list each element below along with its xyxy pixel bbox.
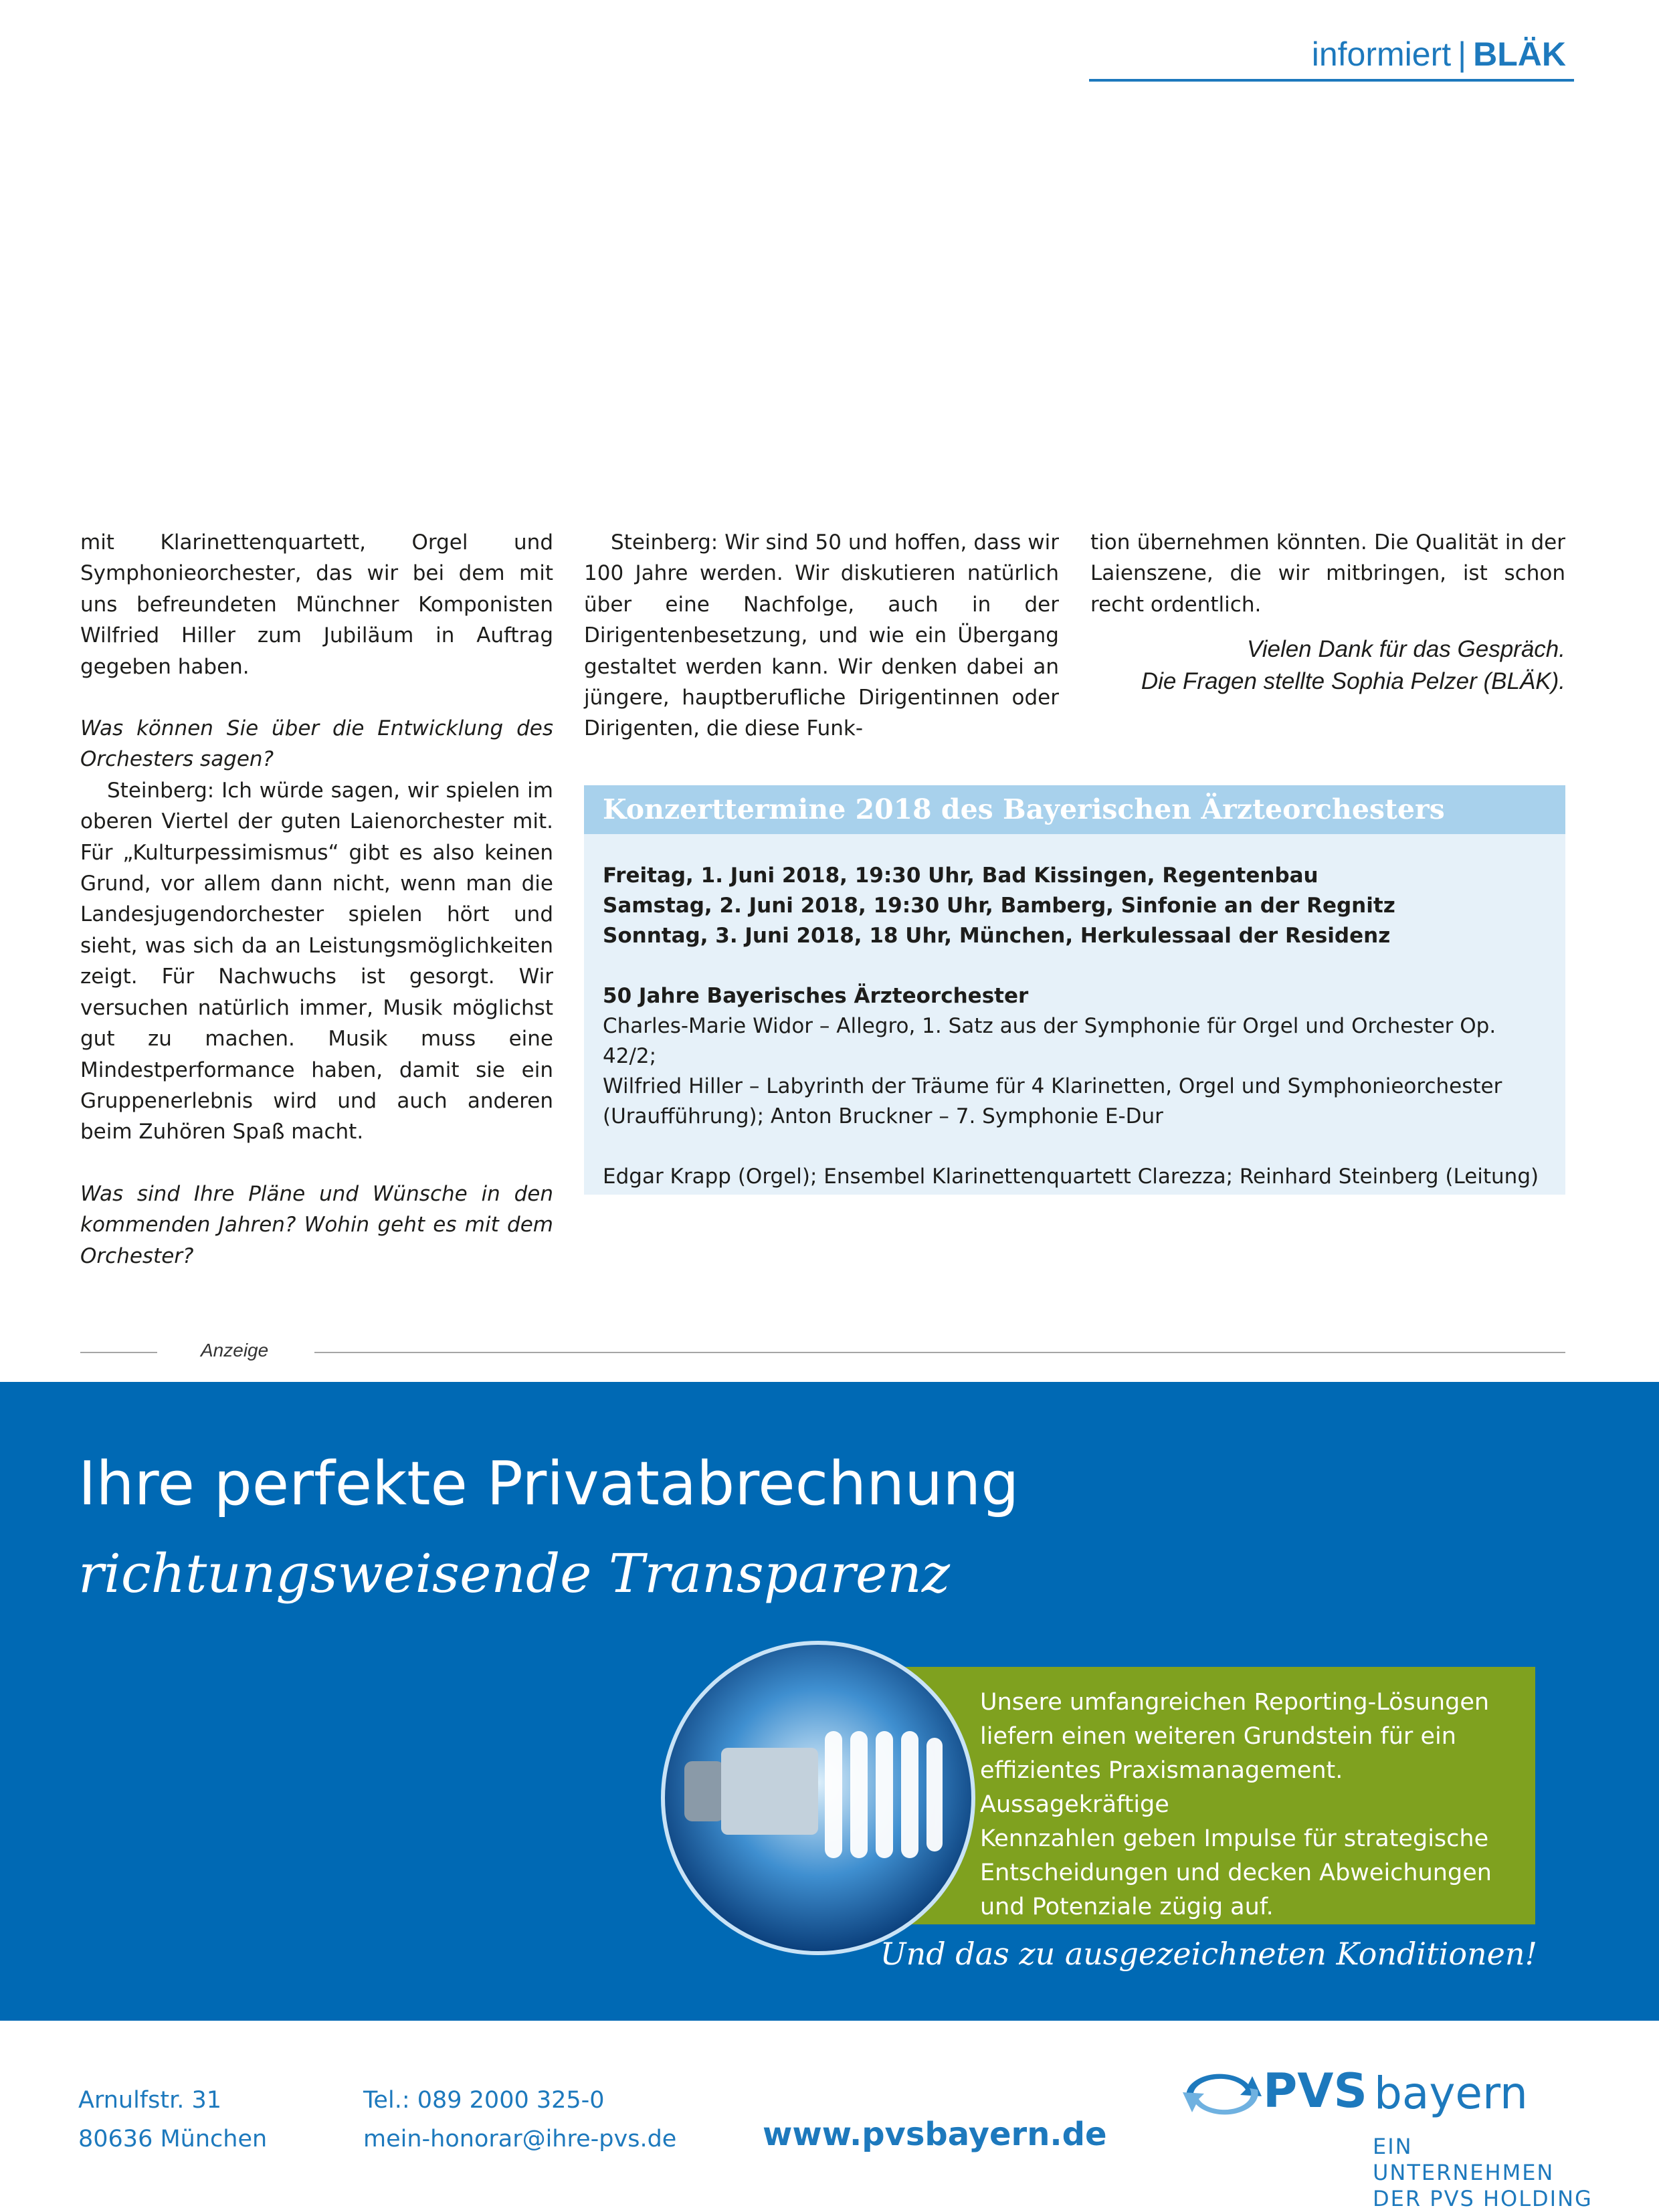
ad-footer <box>0 2021 1659 2212</box>
ad-body-line: Kennzahlen geben Impulse für strategische <box>980 1825 1489 1852</box>
ad-separator <box>80 1340 1565 1367</box>
header-rule <box>1089 79 1574 82</box>
article-column-1 <box>80 527 553 1272</box>
program-line: Charles-Marie Widor – Allegro, 1. Satz aus der Symphonie für Orgel und Orchester Op. 42/2; <box>603 1014 1496 1068</box>
section-label: informiert <box>1311 35 1452 73</box>
ad-label: Anzeige <box>201 1340 269 1361</box>
concert-box <box>584 785 1565 1195</box>
logo-subtitle-line: DER PVS HOLDING <box>1373 2186 1593 2211</box>
program-line: Wilfried Hiller – Labyrinth der Träume für 4 Klarinetten, Orgel und Symphonieorchester <box>603 1074 1502 1098</box>
pvs-arrows-icon <box>1179 2064 1266 2124</box>
performers-line: Edgar Krapp (Orgel); Ensembel Klarinettenquartett Clarezza; Reinhard Steinberg (Leitung) <box>603 1165 1539 1189</box>
interview-credits <box>1090 633 1565 698</box>
article-paragraph: Steinberg: Ich würde sagen, wir spielen im oberen Viertel der guten Laienorchester mit. Für „Kulturpessimismus“ gibt es also keinen Grund, vor allem dann nicht, wenn man die Landesjugendorchester spielen hört und sieht, was sich da an Leistungsmöglichkeiten zeigt. Für Nachwuchs ist gesorgt. Wir versuchen natürlich immer, Musik möglichst gut zu machen. Musik muss eine Mindestperformance haben, damit sie ein Gruppenerlebnis wird und auch anderen beim Zuhören Spaß macht. <box>80 778 553 1144</box>
city: 80636 München <box>78 2126 268 2152</box>
concert-date: Freitag, 1. Juni 2018, 19:30 Uhr, Bad Kissingen, Regentenbau <box>603 864 1319 888</box>
concert-title: Konzerttermine 2018 des Bayerischen Ärzteorchesters <box>603 793 1445 825</box>
concert-title-bar <box>584 785 1565 834</box>
light-bulb-icon <box>658 1637 979 1958</box>
ad-body-line: effizientes Praxismanagement. Aussagekräftige <box>980 1757 1343 1818</box>
article-paragraph: Steinberg: Wir sind 50 und hoffen, dass wir 100 Jahre werden. Wir diskutieren natürlich über eine Nachfolge, auch in der Dirigentenbesetzung, und wie ein Übergang gestaltet werden kann. Wir denken dabei an jüngere, hauptberufliche Dirigentinnen oder Dirigenten, die diese Funk- <box>584 530 1059 741</box>
pvs-logo <box>1179 2064 1593 2211</box>
ad-body-line: und Potenziale zügig auf. <box>980 1894 1274 1920</box>
program-line: (Uraufführung); Anton Bruckner – 7. Symphonie E-Dur <box>603 1104 1163 1128</box>
email-link[interactable]: mein-honorar@ihre-pvs.de <box>363 2126 677 2152</box>
logo-subtitle <box>1373 2134 1593 2212</box>
advertisement[interactable] <box>0 1382 1659 2021</box>
ad-headline: Ihre perfekte Privatabrechnung <box>78 1449 1019 1519</box>
ad-body-line: liefern einen weiteren Grundstein für ein <box>980 1723 1456 1750</box>
divider <box>314 1352 1565 1353</box>
article-paragraph: mit Klarinettenquartett, Orgel und Symphonieorchester, das wir bei dem mit uns befreundeten Münchner Komponisten Wilfried Hiller zum Jubiläum in Auftrag gegeben haben. <box>80 530 553 679</box>
credits-line: Die Fragen stellte Sophia Pelzer (BLÄK). <box>1141 668 1565 695</box>
article-column-2 <box>584 527 1059 744</box>
street: Arnulfstr. 31 <box>78 2087 222 2114</box>
page-header <box>1089 28 1574 82</box>
ad-body-line: Unsere umfangreichen Reporting-Lösungen <box>980 1689 1490 1716</box>
header-separator: | <box>1458 35 1467 73</box>
logo-pvs: PVS <box>1263 2064 1367 2118</box>
program-title: 50 Jahre Bayerisches Ärzteorchester <box>603 984 1029 1008</box>
logo-bayern: bayern <box>1374 2068 1528 2119</box>
interview-question: Was sind Ihre Pläne und Wünsche in den kommenden Jahren? Wohin geht es mit dem Orchester? <box>80 1181 553 1268</box>
phone: Tel.: 089 2000 325-0 <box>363 2087 605 2114</box>
ad-body-line: Entscheidungen und decken Abweichungen <box>980 1859 1492 1886</box>
ad-body <box>980 1686 1515 1924</box>
concert-body <box>584 834 1565 1192</box>
concert-date: Samstag, 2. Juni 2018, 19:30 Uhr, Bamberg, Sinfonie an der Regnitz <box>603 894 1395 918</box>
address-block <box>78 2081 267 2158</box>
ad-subheadline: richtungsweisende Transparenz <box>78 1542 950 1605</box>
thanks-line: Vielen Dank für das Gespräch. <box>1246 636 1565 663</box>
concert-date: Sonntag, 3. Juni 2018, 18 Uhr, München, Herkulessaal der Residenz <box>603 924 1391 948</box>
divider <box>80 1352 157 1353</box>
contact-block <box>363 2081 676 2158</box>
header-title <box>1312 35 1566 74</box>
interview-question: Was können Sie über die Entwicklung des Orchesters sagen? <box>80 716 553 772</box>
website-link[interactable]: www.pvsbayern.de <box>763 2116 1107 2153</box>
article-column-3 <box>1090 527 1565 698</box>
ad-slogan: Und das zu ausgezeichneten Konditionen! <box>880 1936 1537 1972</box>
brand-label: BLÄK <box>1473 35 1566 73</box>
article-paragraph: tion übernehmen könnten. Die Qualität in der Laienszene, die wir mitbringen, ist schon recht ordentlich. <box>1090 530 1565 617</box>
logo-subtitle-line: EIN UNTERNEHMEN <box>1373 2134 1555 2185</box>
ad-text-box <box>896 1667 1535 1924</box>
